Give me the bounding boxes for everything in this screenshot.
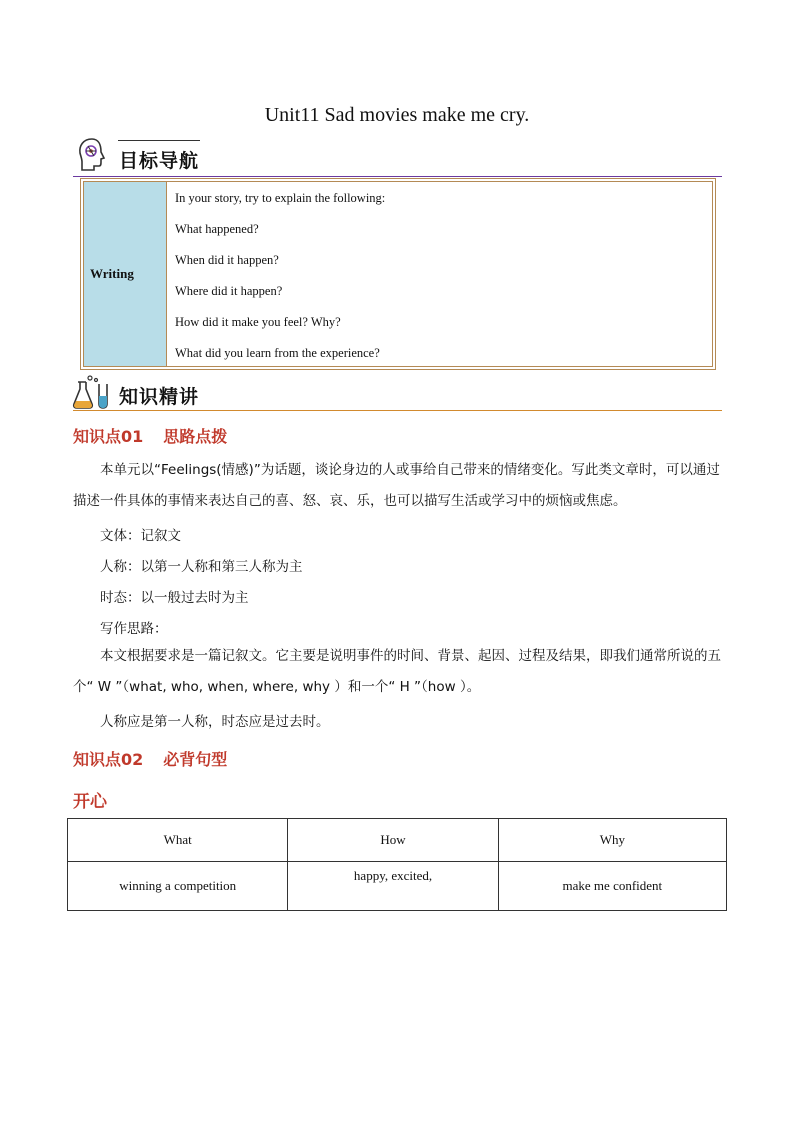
approach-line: 写作思路： bbox=[100, 621, 168, 637]
knowledge-point-title: 必背句型 bbox=[163, 750, 228, 769]
knowledge-point-number: 知识点01 bbox=[73, 427, 144, 446]
goal-line: What did you learn from the experience? bbox=[175, 346, 380, 360]
goal-label-cell: Writing bbox=[84, 182, 167, 366]
goal-table bbox=[80, 178, 716, 370]
approach-paragraph: 本文根据要求是一篇记叙文。它主要是说明事件的时间、背景、起因、过程及结果，即我们通常所说的五个“ W ”（what, who, when, where, why ）和一个“ H ”（how ）。 bbox=[73, 648, 721, 695]
tense-line: 时态：以一般过去时为主 bbox=[100, 590, 249, 606]
knowledge-point-title: 思路点拨 bbox=[163, 427, 228, 446]
section-title-knowledge: 知识精讲 bbox=[119, 386, 200, 408]
table-header-cell: Why bbox=[498, 819, 726, 862]
conclusion-line: 人称应是第一人称，时态应是过去时。 bbox=[100, 714, 330, 730]
knowledge-point-heading bbox=[73, 424, 227, 447]
table-header-row bbox=[68, 819, 727, 862]
goal-line: How did it make you feel? Why? bbox=[175, 315, 341, 329]
intro-paragraph: 本单元以“Feelings(情感)”为话题，谈论身边的人或事给自己带来的情绪变化。写此类文章时，可以通过描述一件具体的事情来表达自己的喜、怒、哀、乐，也可以描写生活或学习中的烦恼或焦虑。 bbox=[73, 462, 720, 509]
goal-line: Where did it happen? bbox=[175, 284, 283, 298]
goal-line: What happened? bbox=[175, 222, 259, 236]
table-cell: happy, excited, bbox=[288, 862, 498, 911]
goal-line: In your story, try to explain the following: bbox=[175, 191, 386, 205]
subheading-happy: 开心 bbox=[73, 792, 107, 812]
goal-lines-cell bbox=[167, 182, 712, 366]
section-divider bbox=[73, 176, 722, 177]
table-header-cell: How bbox=[288, 819, 498, 862]
page-title: Unit11 Sad movies make me cry. bbox=[264, 104, 530, 126]
table-cell: make me confident bbox=[498, 862, 726, 911]
knowledge-point-number: 知识点02 bbox=[73, 750, 144, 769]
head-gear-icon bbox=[76, 137, 108, 173]
knowledge-point-heading bbox=[73, 747, 227, 770]
section-divider bbox=[73, 410, 722, 411]
table-header-cell: What bbox=[68, 819, 288, 862]
genre-line: 文体：记叙文 bbox=[100, 528, 181, 544]
table-cell: winning a competition bbox=[68, 862, 288, 911]
person-line: 人称：以第一人称和第三人称为主 bbox=[100, 559, 303, 575]
lab-flask-icon bbox=[72, 374, 112, 410]
section-top-line bbox=[118, 140, 200, 141]
happy-table bbox=[67, 818, 727, 911]
section-title-goal: 目标导航 bbox=[119, 150, 200, 172]
goal-line: When did it happen? bbox=[175, 253, 279, 267]
table-row bbox=[68, 862, 727, 911]
